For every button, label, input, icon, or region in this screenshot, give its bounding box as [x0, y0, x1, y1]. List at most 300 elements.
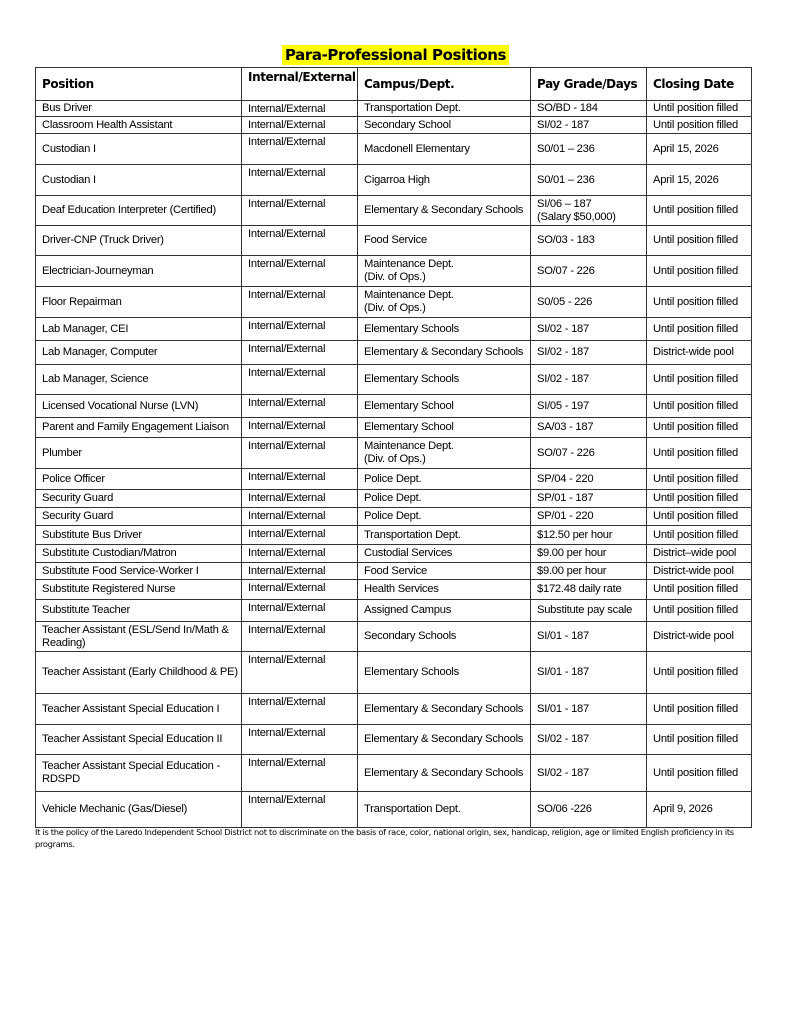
- cell-internal-external: [242, 418, 358, 438]
- header-internal-external: Internal/External: [242, 68, 358, 101]
- closing-text: Until position filled: [653, 234, 738, 246]
- table-row: [36, 256, 752, 287]
- closing-text: Until position filled: [653, 528, 738, 541]
- table-row: [36, 226, 752, 256]
- cell-position: [36, 365, 242, 395]
- campus-text: Transportation Dept.: [364, 803, 461, 815]
- cell-closing: [647, 226, 752, 256]
- position-text: Electrician-Journeyman: [42, 264, 154, 277]
- cell-pay: [531, 725, 647, 755]
- cell-closing: [647, 165, 752, 196]
- position-text: Security Guard: [42, 510, 114, 522]
- cell-closing: [647, 418, 752, 438]
- table-row: [36, 490, 752, 508]
- campus-text: Elementary & Secondary Schools: [364, 204, 524, 216]
- cell-campus: [358, 395, 531, 418]
- cell-campus: [358, 469, 531, 490]
- position-text: Substitute Registered Nurse: [42, 583, 176, 595]
- cell-campus: [358, 365, 531, 395]
- cell-pay: [531, 226, 647, 256]
- campus-text: Assigned Campus: [364, 604, 452, 616]
- cell-pay: [531, 580, 647, 600]
- cell-position: [36, 318, 242, 341]
- position-text: Floor Repairman: [42, 295, 122, 308]
- cell-pay: [531, 545, 647, 563]
- type-text: Internal/External: [248, 654, 326, 666]
- campus-text: Maintenance Dept.: [364, 440, 454, 452]
- cell-campus: [358, 256, 531, 287]
- pay-text: SI/01 - 187: [537, 702, 589, 715]
- type-text: Internal/External: [248, 727, 326, 739]
- campus-text: Elementary & Secondary Schools: [364, 346, 524, 358]
- table-row: [36, 508, 752, 526]
- cell-position: [36, 652, 242, 694]
- cell-campus: [358, 755, 531, 792]
- cell-pay: [531, 526, 647, 545]
- table-row: [36, 526, 752, 545]
- cell-pay: [531, 418, 647, 438]
- cell-pay: [531, 341, 647, 365]
- cell-campus: [358, 101, 531, 117]
- pay-text: SO/06 -226: [537, 803, 592, 815]
- table-row: [36, 196, 752, 226]
- cell-closing: [647, 580, 752, 600]
- cell-campus: [358, 526, 531, 545]
- cell-internal-external: [242, 134, 358, 165]
- type-text: Internal/External: [248, 794, 326, 806]
- campus-text: Elementary Schools: [364, 373, 459, 385]
- cell-position: [36, 755, 242, 792]
- page-title: [0, 46, 791, 65]
- table-row: [36, 318, 752, 341]
- cell-internal-external: [242, 694, 358, 725]
- type-text: Internal/External: [248, 367, 326, 379]
- position-text: Driver-CNP (Truck Driver): [42, 234, 164, 246]
- table-row: [36, 418, 752, 438]
- cell-closing: [647, 622, 752, 652]
- cell-closing: [647, 438, 752, 469]
- position-text: Substitute Bus Driver: [42, 528, 142, 541]
- header-position: Position: [36, 68, 242, 101]
- closing-text: Until position filled: [653, 421, 738, 433]
- closing-text: Until position filled: [653, 373, 738, 385]
- pay-text: S0/05 - 226: [537, 295, 593, 308]
- cell-internal-external: [242, 755, 358, 792]
- pay-text: SI/02 - 187: [537, 733, 589, 745]
- table-row: [36, 438, 752, 469]
- cell-position: [36, 622, 242, 652]
- position-text: Security Guard: [42, 492, 114, 504]
- pay-text: SP/04 - 220: [537, 472, 594, 485]
- cell-position: [36, 134, 242, 165]
- position-text: Lab Manager, Science: [42, 373, 149, 385]
- cell-pay: [531, 117, 647, 134]
- cell-campus: [358, 508, 531, 526]
- cell-internal-external: [242, 622, 358, 652]
- closing-text: District-wide pool: [653, 346, 734, 358]
- campus-note: (Div. of Ops.): [364, 453, 426, 465]
- cell-campus: [358, 287, 531, 318]
- cell-internal-external: [242, 508, 358, 526]
- position-text: Vehicle Mechanic (Gas/Diesel): [42, 803, 188, 815]
- pay-text: SO/07 - 226: [537, 264, 595, 277]
- closing-text: Until position filled: [653, 102, 738, 114]
- cell-closing: [647, 792, 752, 828]
- cell-campus: [358, 134, 531, 165]
- cell-position: [36, 508, 242, 526]
- cell-position: [36, 580, 242, 600]
- cell-campus: [358, 652, 531, 694]
- closing-text: Until position filled: [653, 446, 738, 459]
- table-row: [36, 117, 752, 134]
- position-text: Substitute Food Service-Worker I: [42, 564, 199, 577]
- cell-internal-external: [242, 287, 358, 318]
- table-row: [36, 341, 752, 365]
- pay-text: Substitute pay scale: [537, 604, 633, 616]
- cell-closing: [647, 508, 752, 526]
- table-row: [36, 365, 752, 395]
- cell-internal-external: [242, 563, 358, 580]
- table-row: [36, 134, 752, 165]
- cell-pay: [531, 256, 647, 287]
- type-text: Internal/External: [248, 440, 326, 452]
- type-text: Internal/External: [248, 582, 326, 594]
- cell-pay: [531, 652, 647, 694]
- cell-internal-external: [242, 196, 358, 226]
- table-row: [36, 545, 752, 563]
- closing-text: Until position filled: [653, 702, 738, 715]
- cell-closing: [647, 395, 752, 418]
- pay-text: SO/07 - 226: [537, 446, 595, 459]
- cell-internal-external: [242, 395, 358, 418]
- pay-text: $9.00 per hour: [537, 547, 607, 559]
- type-text: Internal/External: [248, 343, 326, 355]
- cell-campus: [358, 117, 531, 134]
- type-text: Internal/External: [248, 228, 326, 240]
- cell-pay: [531, 134, 647, 165]
- position-text: Police Officer: [42, 472, 105, 485]
- pay-text: SI/02 - 187: [537, 118, 589, 131]
- position-text: Teacher Assistant (ESL/Send In/Math & Reading): [42, 623, 229, 649]
- cell-closing: [647, 287, 752, 318]
- cell-position: [36, 395, 242, 418]
- closing-text: Until position filled: [653, 264, 738, 277]
- cell-position: [36, 526, 242, 545]
- campus-text: Custodial Services: [364, 547, 453, 559]
- cell-position: [36, 600, 242, 622]
- cell-position: [36, 438, 242, 469]
- pay-text: SO/BD - 184: [537, 102, 598, 114]
- closing-text: April 15, 2026: [653, 142, 719, 155]
- campus-text: Elementary School: [364, 399, 454, 412]
- type-text: Internal/External: [248, 565, 326, 577]
- cell-pay: [531, 508, 647, 526]
- pay-text: S0/01 – 236: [537, 173, 595, 186]
- cell-internal-external: [242, 469, 358, 490]
- type-text: Internal/External: [248, 624, 326, 636]
- table-row: [36, 725, 752, 755]
- table-row: [36, 652, 752, 694]
- campus-text: Transportation Dept.: [364, 528, 461, 541]
- pay-text: SI/06 – 187: [537, 197, 592, 210]
- type-text: Internal/External: [248, 420, 326, 432]
- cell-position: [36, 469, 242, 490]
- cell-internal-external: [242, 341, 358, 365]
- cell-internal-external: [242, 580, 358, 600]
- type-text: Internal/External: [248, 757, 326, 769]
- table-header-row: [36, 68, 752, 101]
- table-row: [36, 563, 752, 580]
- cell-pay: [531, 600, 647, 622]
- pay-text: $172.48 daily rate: [537, 583, 622, 595]
- cell-position: [36, 418, 242, 438]
- header-closing: Closing Date: [647, 68, 752, 101]
- cell-closing: [647, 545, 752, 563]
- cell-campus: [358, 600, 531, 622]
- campus-text: Elementary Schools: [364, 666, 459, 678]
- type-text: Internal/External: [248, 320, 326, 332]
- campus-text: Maintenance Dept.: [364, 258, 454, 270]
- cell-closing: [647, 469, 752, 490]
- positions-table: [35, 67, 752, 828]
- closing-text: Until position filled: [653, 118, 738, 131]
- type-text: Internal/External: [248, 119, 326, 131]
- cell-position: [36, 341, 242, 365]
- cell-internal-external: [242, 652, 358, 694]
- pay-note: (Salary $50,000): [537, 210, 616, 223]
- pay-text: $12.50 per hour: [537, 528, 613, 541]
- cell-closing: [647, 563, 752, 580]
- cell-closing: [647, 600, 752, 622]
- position-text: Custodian I: [42, 142, 96, 155]
- type-text: Internal/External: [248, 492, 326, 504]
- closing-text: Until position filled: [653, 583, 738, 595]
- type-text: Internal/External: [248, 510, 326, 522]
- campus-text: Elementary Schools: [364, 322, 459, 335]
- cell-internal-external: [242, 792, 358, 828]
- type-text: Internal/External: [248, 167, 326, 179]
- closing-text: District–wide pool: [653, 547, 737, 559]
- closing-text: April 15, 2026: [653, 173, 719, 186]
- cell-pay: [531, 490, 647, 508]
- cell-internal-external: [242, 600, 358, 622]
- cell-closing: [647, 694, 752, 725]
- cell-internal-external: [242, 545, 358, 563]
- closing-text: Until position filled: [653, 204, 738, 216]
- cell-internal-external: [242, 318, 358, 341]
- cell-position: [36, 101, 242, 117]
- cell-closing: [647, 652, 752, 694]
- closing-text: Until position filled: [653, 510, 738, 522]
- cell-pay: [531, 469, 647, 490]
- closing-text: Until position filled: [653, 604, 738, 616]
- cell-closing: [647, 755, 752, 792]
- campus-text: Police Dept.: [364, 510, 422, 522]
- cell-internal-external: [242, 256, 358, 287]
- cell-internal-external: [242, 365, 358, 395]
- cell-internal-external: [242, 526, 358, 545]
- cell-position: [36, 563, 242, 580]
- pay-text: SI/01 - 187: [537, 630, 589, 642]
- position-text: Substitute Custodian/Matron: [42, 547, 177, 559]
- campus-text: Food Service: [364, 564, 427, 577]
- type-text: Internal/External: [248, 136, 326, 148]
- campus-text: Elementary & Secondary Schools: [364, 702, 524, 715]
- cell-closing: [647, 365, 752, 395]
- position-text: Lab Manager, Computer: [42, 346, 158, 358]
- title-text: Para-Professional Positions: [282, 45, 509, 65]
- position-text: Substitute Teacher: [42, 604, 130, 616]
- table-row: [36, 755, 752, 792]
- closing-text: Until position filled: [653, 492, 738, 504]
- campus-text: Secondary School: [364, 118, 451, 131]
- cell-position: [36, 117, 242, 134]
- cell-internal-external: [242, 165, 358, 196]
- pay-text: SI/02 - 187: [537, 322, 589, 335]
- cell-pay: [531, 563, 647, 580]
- cell-position: [36, 792, 242, 828]
- cell-campus: [358, 580, 531, 600]
- campus-text: Transportation Dept.: [364, 102, 461, 114]
- cell-campus: [358, 341, 531, 365]
- cell-campus: [358, 490, 531, 508]
- table-row: [36, 469, 752, 490]
- closing-text: Until position filled: [653, 295, 738, 308]
- closing-text: April 9, 2026: [653, 803, 713, 815]
- position-text: Deaf Education Interpreter (Certified): [42, 204, 216, 216]
- cell-position: [36, 256, 242, 287]
- cell-closing: [647, 256, 752, 287]
- cell-internal-external: [242, 226, 358, 256]
- table-row: [36, 101, 752, 117]
- cell-closing: [647, 725, 752, 755]
- cell-campus: [358, 545, 531, 563]
- closing-text: Until position filled: [653, 666, 738, 678]
- cell-pay: [531, 101, 647, 117]
- cell-internal-external: [242, 438, 358, 469]
- campus-text: Health Services: [364, 583, 439, 595]
- position-text: Plumber: [42, 446, 82, 459]
- cell-pay: [531, 694, 647, 725]
- cell-position: [36, 287, 242, 318]
- type-text: Internal/External: [248, 397, 326, 409]
- campus-text: Macdonell Elementary: [364, 142, 470, 155]
- campus-text: Elementary School: [364, 421, 454, 433]
- nondiscrimination-policy: It is the policy of the Laredo Independent School District not to discriminate on the basis of race, color, national origin, sex, handicap, religion, age or limited English proficiency in its programs.: [35, 827, 734, 849]
- campus-text: Food Service: [364, 234, 427, 246]
- pay-text: SI/02 - 187: [537, 766, 589, 779]
- cell-campus: [358, 438, 531, 469]
- cell-internal-external: [242, 725, 358, 755]
- cell-campus: [358, 725, 531, 755]
- type-text: Internal/External: [248, 471, 326, 483]
- cell-pay: [531, 792, 647, 828]
- cell-campus: [358, 196, 531, 226]
- pay-text: SP/01 - 187: [537, 492, 594, 504]
- type-text: Internal/External: [248, 258, 326, 270]
- table-row: [36, 694, 752, 725]
- cell-campus: [358, 694, 531, 725]
- table-row: [36, 622, 752, 652]
- campus-text: Secondary Schools: [364, 630, 457, 642]
- type-text: Internal/External: [248, 696, 326, 708]
- type-text: Internal/External: [248, 602, 326, 614]
- cell-position: [36, 725, 242, 755]
- closing-text: Until position filled: [653, 399, 738, 412]
- closing-text: District-wide pool: [653, 630, 734, 642]
- table-row: [36, 165, 752, 196]
- type-text: Internal/External: [248, 547, 326, 559]
- cell-closing: [647, 526, 752, 545]
- closing-text: Until position filled: [653, 322, 738, 335]
- table-row: [36, 792, 752, 828]
- type-text: Internal/External: [248, 528, 326, 540]
- cell-pay: [531, 755, 647, 792]
- cell-pay: [531, 395, 647, 418]
- cell-pay: [531, 165, 647, 196]
- type-text: Internal/External: [248, 103, 326, 115]
- cell-campus: [358, 563, 531, 580]
- cell-internal-external: [242, 117, 358, 134]
- pay-text: SI/02 - 187: [537, 373, 589, 385]
- header-campus: Campus/Dept.: [358, 68, 531, 101]
- cell-campus: [358, 165, 531, 196]
- campus-note: (Div. of Ops.): [364, 271, 426, 283]
- campus-text: Cigarroa High: [364, 173, 430, 186]
- pay-text: SI/01 - 187: [537, 666, 589, 678]
- pay-text: SP/01 - 220: [537, 510, 594, 522]
- cell-campus: [358, 418, 531, 438]
- closing-text: Until position filled: [653, 766, 738, 779]
- cell-campus: [358, 226, 531, 256]
- table-row: [36, 600, 752, 622]
- cell-position: [36, 545, 242, 563]
- cell-position: [36, 694, 242, 725]
- cell-closing: [647, 134, 752, 165]
- header-pay: Pay Grade/Days: [531, 68, 647, 101]
- pay-text: SI/02 - 187: [537, 346, 589, 358]
- cell-closing: [647, 490, 752, 508]
- cell-position: [36, 226, 242, 256]
- cell-closing: [647, 341, 752, 365]
- pay-text: SI/05 - 197: [537, 399, 589, 412]
- cell-pay: [531, 365, 647, 395]
- cell-campus: [358, 622, 531, 652]
- position-text: Teacher Assistant Special Education - RDSPD: [42, 760, 220, 785]
- cell-pay: [531, 196, 647, 226]
- cell-closing: [647, 318, 752, 341]
- table-row: [36, 395, 752, 418]
- cell-closing: [647, 101, 752, 117]
- cell-closing: [647, 196, 752, 226]
- pay-text: SA/03 - 187: [537, 421, 594, 433]
- cell-pay: [531, 287, 647, 318]
- position-text: Custodian I: [42, 173, 96, 186]
- position-text: Licensed Vocational Nurse (LVN): [42, 399, 199, 412]
- cell-pay: [531, 622, 647, 652]
- closing-text: Until position filled: [653, 472, 738, 485]
- cell-pay: [531, 318, 647, 341]
- position-text: Bus Driver: [42, 102, 92, 114]
- cell-internal-external: [242, 101, 358, 117]
- cell-closing: [647, 117, 752, 134]
- type-text: Internal/External: [248, 289, 326, 301]
- campus-text: Elementary & Secondary Schools: [364, 766, 524, 779]
- position-text: Parent and Family Engagement Liaison: [42, 421, 229, 433]
- pay-text: SO/03 - 183: [537, 234, 595, 246]
- campus-text: Police Dept.: [364, 492, 422, 504]
- cell-position: [36, 196, 242, 226]
